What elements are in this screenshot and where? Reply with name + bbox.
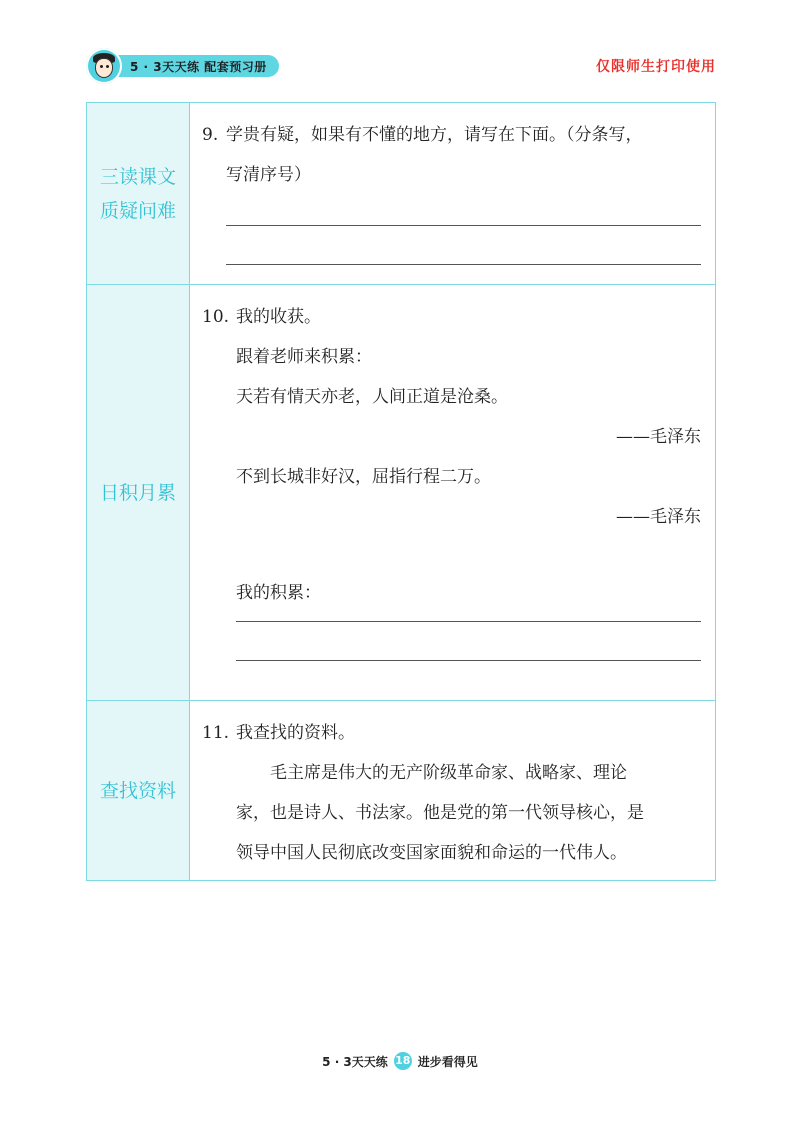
follow-label: 跟着老师来积累： (236, 347, 372, 367)
question-11 (202, 713, 701, 753)
quote-attribution: ——毛泽东 (616, 427, 701, 447)
page-footer (0, 1052, 800, 1070)
footer-slogan: 进步看得见 (417, 1054, 478, 1069)
section-content (190, 701, 716, 881)
section-label-line: 质疑问难 (99, 199, 176, 222)
print-note: 仅限师生打印使用 (596, 59, 716, 75)
footer-series: 5 · 3天天练 (322, 1054, 388, 1069)
page-header (86, 48, 716, 84)
worksheet-table (86, 102, 716, 881)
quote-line: 不到长城非好汉，屈指行程二万。 (236, 467, 491, 487)
section-label: 查找资料 (87, 701, 190, 881)
question-number: 10. (202, 307, 230, 327)
question-text: 学贵有疑，如果有不懂的地方，请写在下面。（分条写， (226, 125, 643, 145)
research-paragraph-line: 家，也是诗人、书法家。他是党的第一代领导核心，是 (236, 803, 644, 823)
answer-line[interactable] (226, 264, 701, 265)
section-daily-accumulation (87, 285, 716, 701)
section-content (190, 103, 716, 285)
research-paragraph-line: 毛主席是伟大的无产阶级革命家、战略家、理论 (270, 763, 627, 783)
mascot-icon (86, 48, 122, 84)
answer-line[interactable] (236, 660, 701, 661)
section-label (87, 103, 190, 285)
answer-line[interactable] (236, 621, 701, 622)
quote-attribution: ——毛泽东 (616, 507, 701, 527)
section-research (87, 701, 716, 881)
quote-line: 天若有情天亦老，人间正道是沧桑。 (236, 387, 508, 407)
series-badge (86, 48, 279, 84)
answer-line[interactable] (226, 225, 701, 226)
question-number: 11. (202, 723, 230, 743)
research-paragraph-line: 领导中国人民彻底改变国家面貌和命运的一代伟人。 (236, 843, 627, 863)
question-text: 我查找的资料。 (236, 723, 355, 743)
question-10 (202, 297, 701, 337)
question-number: 9. (202, 125, 219, 145)
series-title: 5 · 3天天练 配套预习册 (112, 55, 279, 77)
section-label-line: 三读课文 (99, 165, 176, 188)
section-content (190, 285, 716, 701)
section-question-doubts (87, 103, 716, 285)
question-text: 我的收获。 (236, 307, 321, 327)
section-label: 日积月累 (87, 285, 190, 701)
question-9 (202, 115, 701, 155)
page-number: 18 (394, 1052, 412, 1070)
my-accumulation-label: 我的积累： (236, 583, 321, 603)
question-text-cont: 写清序号） (226, 165, 311, 185)
